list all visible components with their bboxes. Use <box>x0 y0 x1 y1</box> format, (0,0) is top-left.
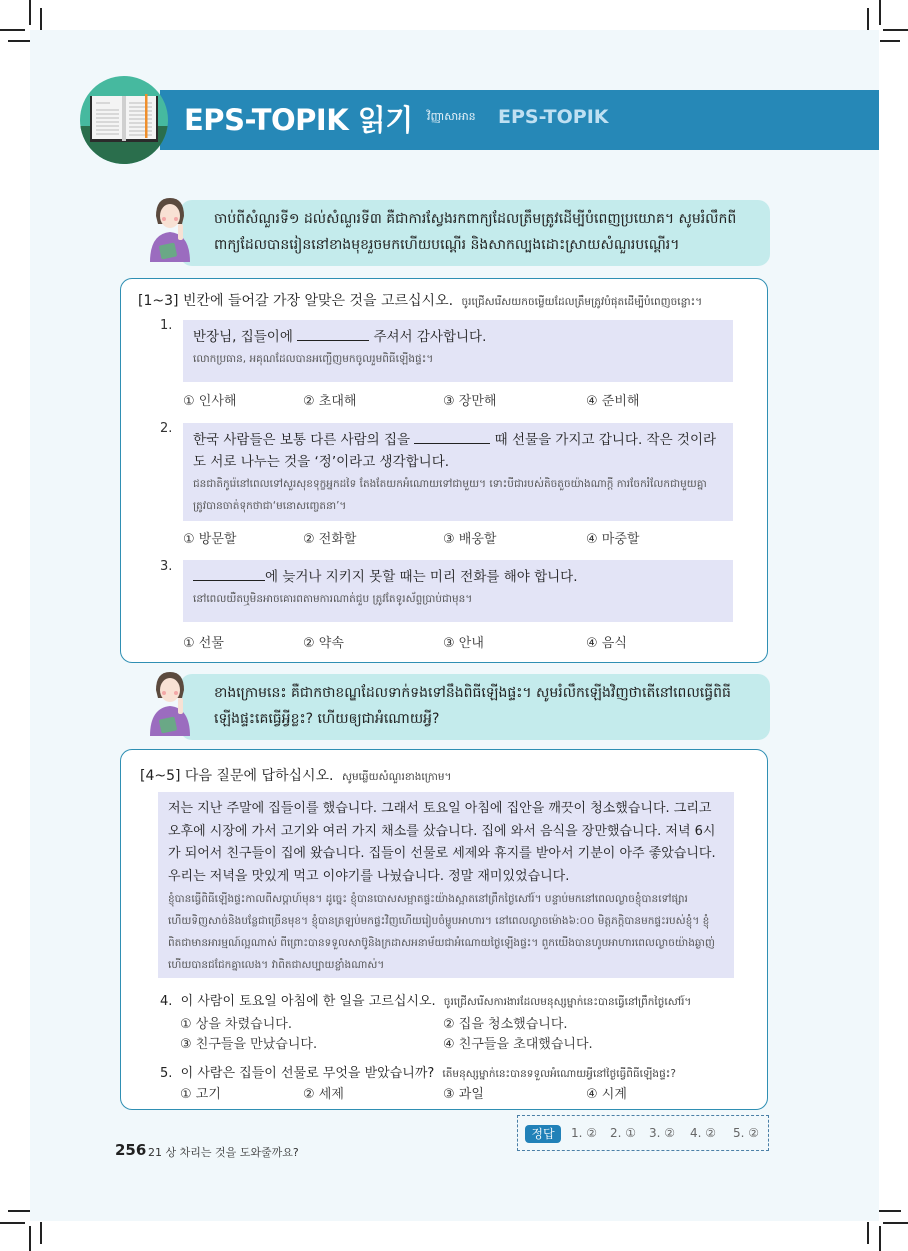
crop-mark <box>0 1222 25 1224</box>
heading-korean: [1~3] 빈칸에 들어갈 가장 알맞은 것을 고르십시오. <box>138 293 454 309</box>
option[interactable]: ② 전화할 <box>303 532 357 547</box>
question-number: 3. <box>160 559 173 574</box>
answer-blank <box>414 429 490 444</box>
teacher-illustration-icon <box>146 196 194 262</box>
teacher-illustration-icon <box>146 670 194 736</box>
question-prompt <box>183 560 733 622</box>
prompt-korean: 에 늦거나 지키지 못할 때는 미리 전화를 해야 합니다. <box>193 566 723 588</box>
prompt-korean: 반장님, 집들이에 주셔서 감사합니다. <box>193 326 723 348</box>
answer-blank <box>297 326 369 341</box>
option[interactable]: ② 초대해 <box>303 394 357 409</box>
option[interactable]: ③ 배웅할 <box>443 532 497 547</box>
option[interactable]: ① 선물 <box>183 636 224 651</box>
option[interactable]: ② 집을 청소했습니다. <box>443 1017 568 1032</box>
option[interactable]: ① 고기 <box>180 1087 221 1102</box>
open-book-icon <box>80 76 168 164</box>
subtitle-english: EPS-TOPIK <box>498 106 609 128</box>
answer-key-label: 정답 <box>525 1125 561 1143</box>
question-korean: 이 사람은 집들이 선물로 무엇을 받았습니까? <box>180 1066 435 1081</box>
option[interactable]: ① 상을 차렸습니다. <box>180 1017 292 1032</box>
heading-khmer: សូមឆ្លើយសំណួរខាងក្រោម។ <box>341 771 452 783</box>
question-khmer: ចូរជ្រើសរើសការងារដែលមនុស្សម្នាក់នេះបានធ្វើនៅព្រឹកថ្ងៃសៅរ៍។ <box>443 996 692 1008</box>
option[interactable]: ③ 안내 <box>443 636 484 651</box>
answer-item: 2. ① <box>610 1126 637 1140</box>
option[interactable]: ③ 과일 <box>443 1087 484 1102</box>
crop-mark <box>8 1210 30 1212</box>
instruction-bubble <box>180 200 770 266</box>
question-khmer: តើមនុស្សម្នាក់នេះបានទទួលអំណោយអ្វីនៅថ្ងៃធ្វើពិធីឡើងផ្ទះ? <box>442 1068 676 1080</box>
option[interactable]: ② 세제 <box>303 1087 344 1102</box>
option[interactable]: ③ 친구들을 만났습니다. <box>180 1037 318 1052</box>
question-number: 1. <box>160 318 173 333</box>
option[interactable]: ④ 친구들을 초대했습니다. <box>443 1037 593 1052</box>
option[interactable]: ② 약속 <box>303 636 344 651</box>
heading-korean: [4~5] 다음 질문에 답하십시오. <box>140 768 334 784</box>
crop-mark <box>879 0 881 25</box>
crop-mark <box>879 1226 881 1251</box>
answer-item: 1. ② <box>571 1126 598 1140</box>
crop-mark <box>29 1226 31 1251</box>
instruction-text: ខាងក្រោមនេះ គឺជាកថាខណ្ឌដែលទាក់ទងទៅនឹងពិធីឡើងផ្ទះ។ សូមរំលឹកឡើងវិញថាតើនៅពេលធ្វើពិធីឡើងផ្ទះគេធ្វើអ្វីខ្លះ? ហើយឲ្យជាអំណោយអ្វី? <box>214 685 731 727</box>
crop-mark <box>40 1222 42 1244</box>
question-5: 5. 이 사람은 집들이 선물로 무엇을 받았습니까? តើមនុស្សម្នាក់នេះបានទទួលអំណោយអ្វីនៅថ្ងៃធ្វើពិធីឡើងផ្ទះ? <box>160 1066 676 1081</box>
subtitle-khmer: វិញ្ញាសាអាន <box>427 110 476 123</box>
section-heading <box>140 765 451 786</box>
reading-passage <box>158 792 734 978</box>
page-number: 256 <box>115 1141 147 1159</box>
option[interactable]: ④ 준비해 <box>586 394 640 409</box>
crop-mark <box>880 40 900 42</box>
option[interactable]: ③ 장만해 <box>443 394 497 409</box>
instruction-bubble <box>180 674 770 740</box>
heading-khmer: ចូរជ្រើសរើសយកចម្លើយដែលត្រឹមត្រូវបំផុតដើម្បីបំពេញចន្លោះ។ <box>461 296 703 308</box>
answer-item: 5. ② <box>733 1126 760 1140</box>
passage-khmer: ខ្ញុំបានធ្វើពិធីឡើងផ្ទះកាលពីសប្តាហ៍មុន។ ដូច្នេះ ខ្ញុំបានបោសសម្អាតផ្ទះយ៉ាងស្អាតនៅព្រឹកថ្ងៃសៅរ៍។ បន្ទាប់មកនៅពេលល្ងាចខ្ញុំបានទៅផ្សារ ហើយទិញសាច់និងបន្លែជាច្រើនមុខ។ ខ្ញុំបានត្រឡប់មកផ្ទះវិញហើយរៀបចំម្ហូបអាហារ។ នៅពេលល្ងាចម៉ោង៦:០០ មិត្តភក្តិបានមកផ្ទះរបស់ខ្ញុំ។ ខ្ញុំពិតជាមានអារម្មណ៍ល្អណាស់ ពីព្រោះបានទទួលសាប៊ូនិងក្រដាសអនាម័យជាអំណោយថ្ងៃឡើងផ្ទះ។ ពួកយើងបានហូបអាហារពេលល្ងាចយ៉ាងឆ្ងាញ់ ហើយបានជជែកគ្នាលេង។ វាពិតជាសប្បាយខ្លាំងណាស់។ <box>168 893 715 971</box>
question-prompt <box>183 320 733 382</box>
chapter-title: 21 상 차리는 것을 도와줄까요? <box>148 1146 299 1159</box>
prompt-khmer: លោកប្រធាន, អគុណដែលបានអញ្ជើញមកចូលរួមពិធីឡើងផ្ទះ។ <box>193 353 434 365</box>
question-number: 2. <box>160 421 173 436</box>
crop-mark <box>883 29 908 31</box>
option[interactable]: ④ 음식 <box>586 636 627 651</box>
option[interactable]: ④ 시계 <box>586 1087 627 1102</box>
prompt-korean: 한국 사람들은 보통 다른 사람의 집을 때 선물을 가지고 갑니다. 작은 것이라도 서로 나누는 것을 ‘정’이라고 생각합니다. <box>193 429 723 473</box>
question-4: 4. 이 사람이 토요일 아침에 한 일을 고르십시오. ចូរជ្រើសរើសការងារដែលមនុស្សម្នាក់នេះបានធ្វើនៅព្រឹកថ្ងៃសៅរ៍។ <box>160 994 692 1009</box>
instruction-text: ចាប់ពីសំណួរទី១ ដល់សំណួរទី៣ គឺជាការស្វែងរកពាក្យដែលត្រឹមត្រូវដើម្បីបំពេញប្រយោគ។ សូមរំលឹកពីពាក្យដែលបានរៀននៅខាងមុខរួចមកហើយបណ្តើរ និងសាកល្បងដោះស្រាយសំណួរបណ្តើរ។ <box>214 211 737 253</box>
crop-mark <box>883 1222 908 1224</box>
prompt-khmer: ជនជាតិកូរ៉េនៅពេលទៅសួរសុខទុក្ខអ្នកដទៃ តែងតែយកអំណោយទៅជាមួយ។ ទោះបីជារបស់តិចតួចយ៉ាងណាក្តី ការចែករំលែកជាមួយគ្នា ត្រូវបានចាត់ទុកថាជា‘មនោសញ្ចេតនា’។ <box>193 478 707 512</box>
answer-blank <box>193 566 265 581</box>
option[interactable]: ④ 마중할 <box>586 532 640 547</box>
crop-mark <box>0 29 25 31</box>
crop-mark <box>867 1222 869 1244</box>
answer-item: 3. ② <box>649 1126 676 1140</box>
prompt-khmer: នៅពេលយឺតឬមិនអាចគោរពតាមការណាត់ជួប ត្រូវតែទូរស័ព្ទប្រាប់ជាមុន។ <box>193 593 473 605</box>
option[interactable]: ① 방문할 <box>183 532 237 547</box>
crop-mark <box>879 1210 901 1212</box>
section-heading <box>138 290 702 311</box>
question-prompt <box>183 423 733 521</box>
page-title: EPS-TOPIK 읽기 <box>184 103 413 137</box>
crop-mark <box>40 8 42 30</box>
passage-korean: 저는 지난 주말에 집들이를 했습니다. 그래서 토요일 아침에 집안을 깨끗이 청소했습니다. 그리고 오후에 시장에 가서 고기와 여러 가지 채소를 샀습니다. 집에 와서 음식을 장만했습니다. 저녁 6시가 되어서 친구들이 집에 왔습니다. 집들이 선물로 세제와 휴지를 받아서 기분이 아주 좋았습니다. 우리는 저녁을 맛있게 먹고 이야기를 나눴습니다. 정말 재미있었습니다. <box>168 801 716 884</box>
crop-mark <box>867 8 869 30</box>
answer-item: 4. ② <box>690 1126 717 1140</box>
question-korean: 이 사람이 토요일 아침에 한 일을 고르십시오. <box>180 994 436 1009</box>
crop-mark <box>8 40 30 42</box>
option[interactable]: ① 인사해 <box>183 394 237 409</box>
crop-mark <box>29 0 31 25</box>
